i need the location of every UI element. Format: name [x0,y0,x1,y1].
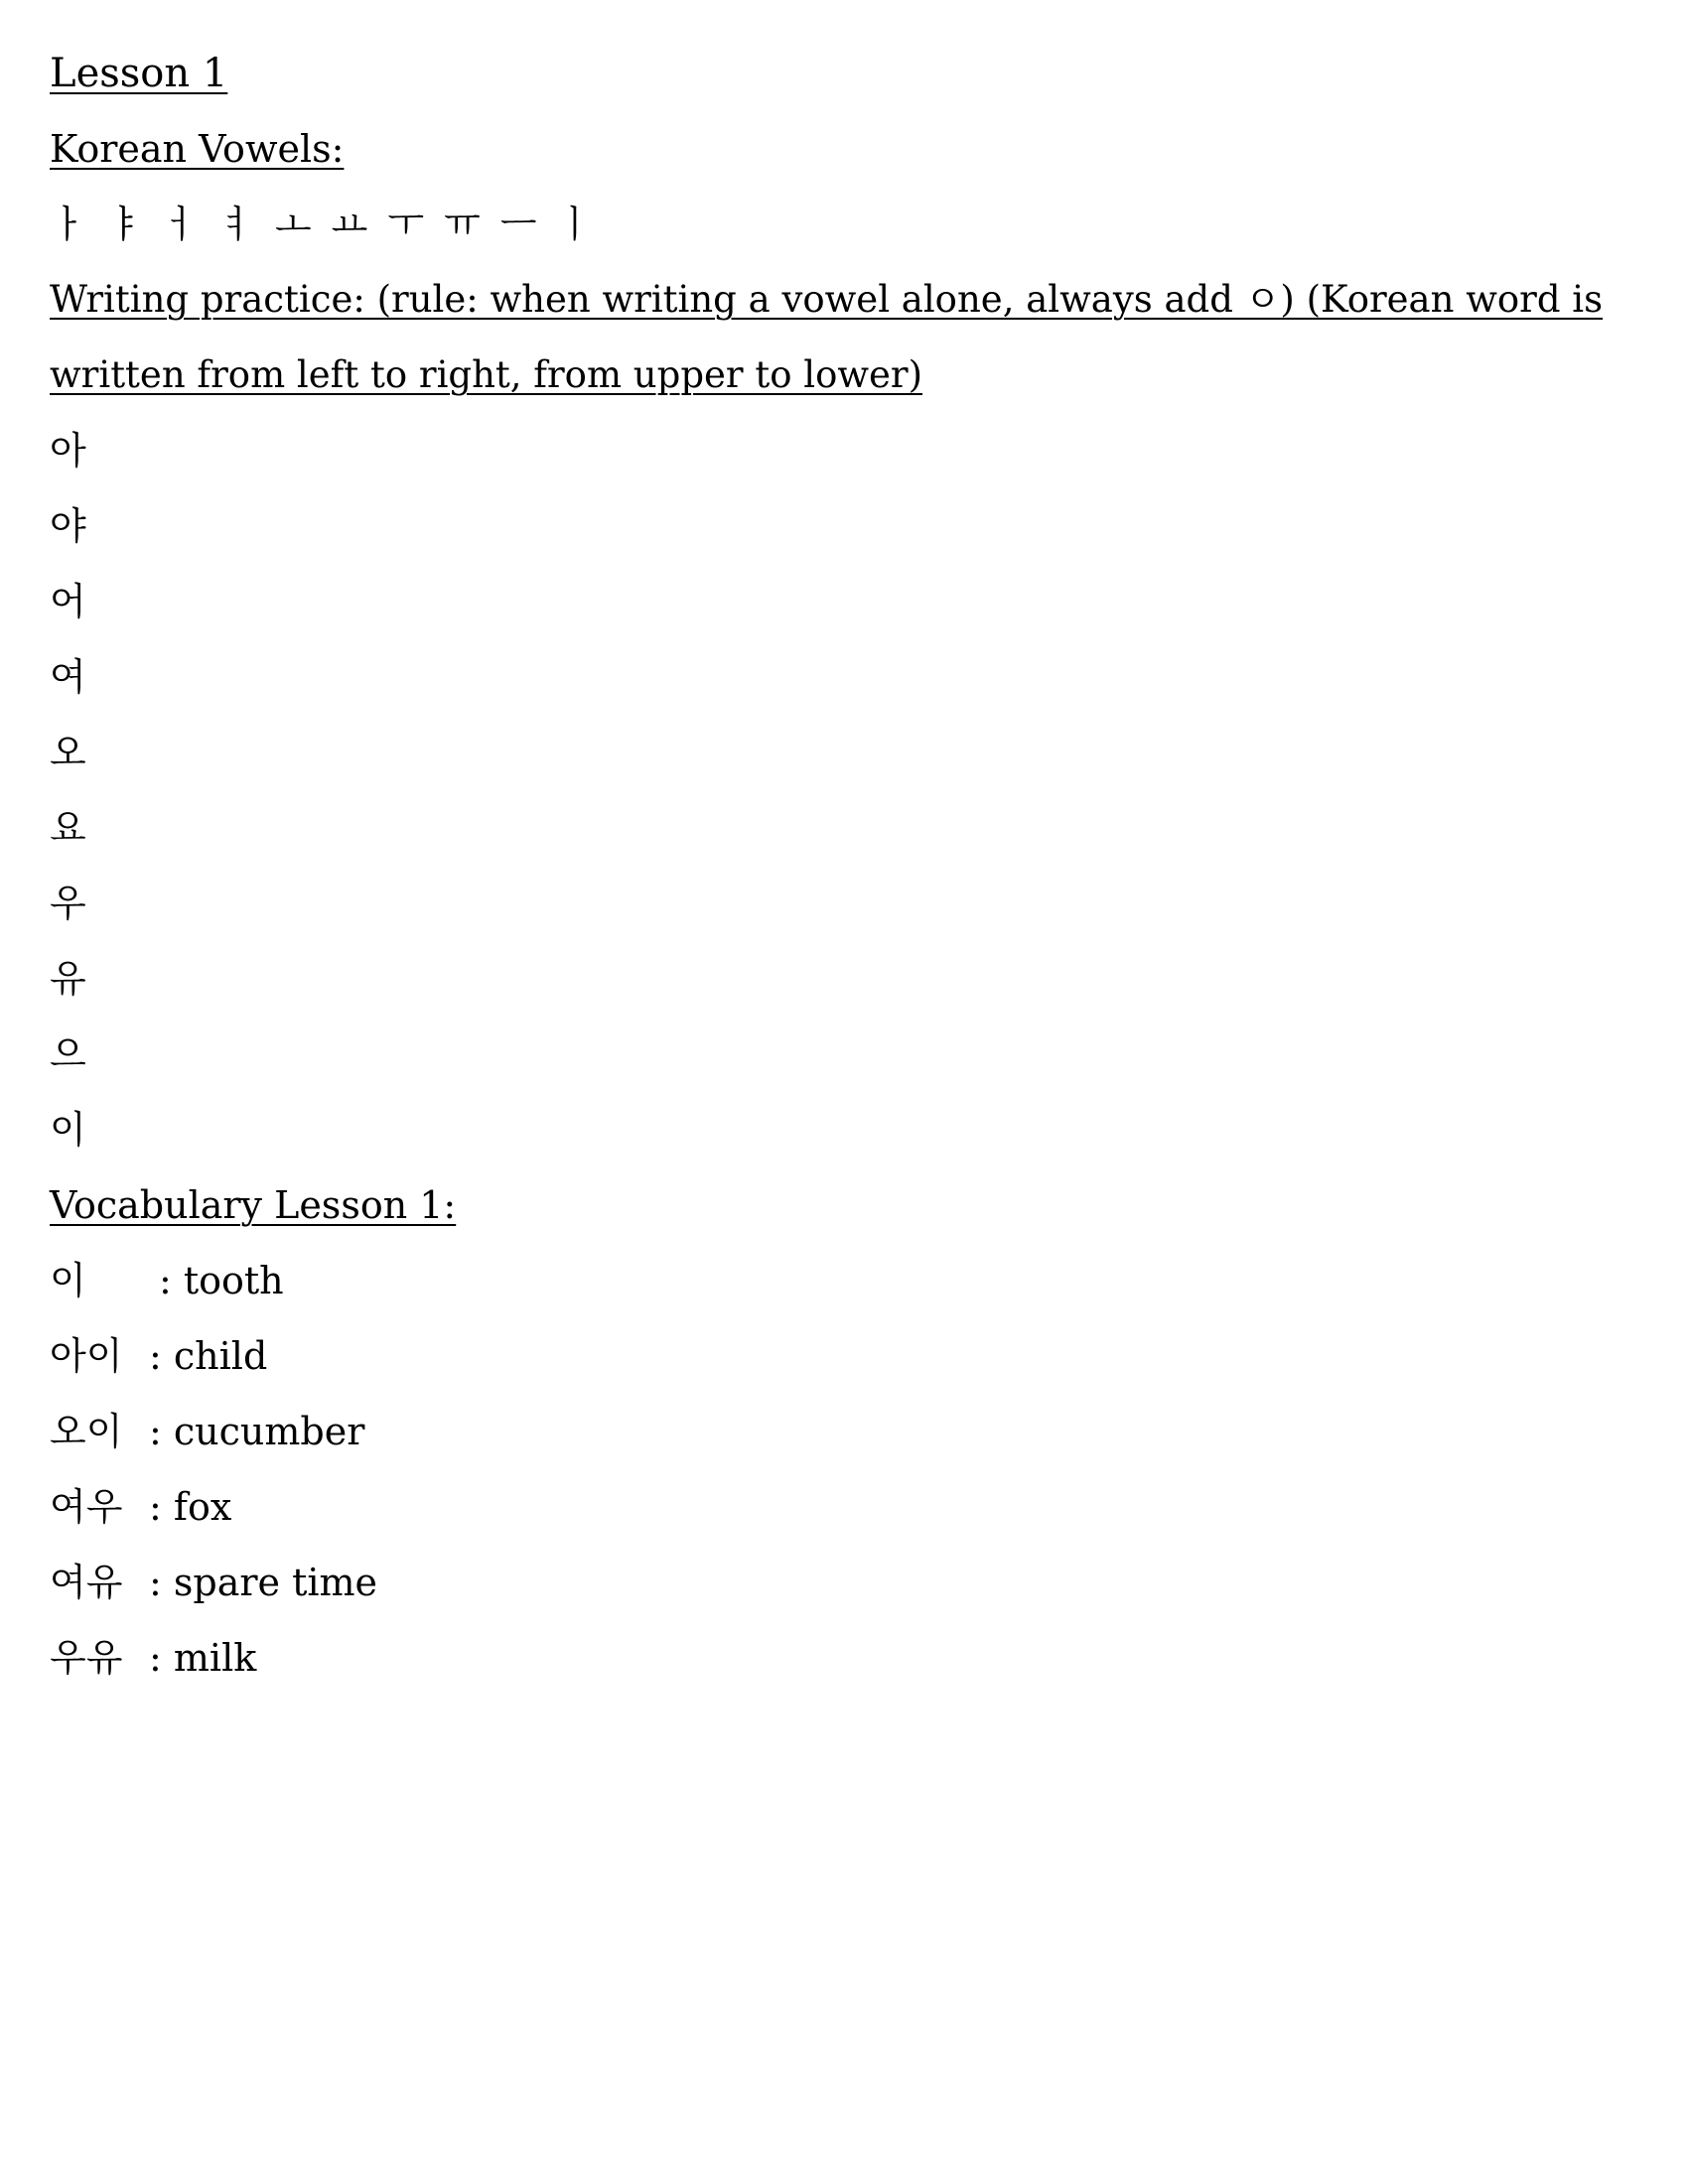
vocabulary-meaning: : spare time [149,1561,378,1604]
vowel-item: ㅜ [387,203,427,246]
vocabulary-word: 오이 [50,1410,123,1453]
vocabulary-entry [50,1636,256,1680]
vocabulary-entry [50,1485,231,1529]
vocabulary-meaning: : child [149,1334,268,1378]
vowel-item: ㅠ [444,203,483,246]
practice-item: 오 [50,731,86,774]
practice-heading-line1: Writing practice: (rule: when writing a vowel alone, always add ㅇ) (Korean word is [50,278,1604,321]
vowel-item: ㅓ [162,203,202,246]
practice-item: 여 [50,655,86,699]
practice-item: 어 [50,580,86,623]
vocabulary-entry [50,1410,364,1453]
vowel-item: ㅑ [105,203,145,246]
vocabulary-meaning: : milk [149,1636,257,1680]
vocabulary-meaning: : fox [149,1485,232,1529]
lesson-title: Lesson 1 [50,51,228,96]
vowel-item: ㅕ [218,203,257,246]
practice-item: 요 [50,806,86,850]
practice-item: 야 [50,504,86,548]
vocabulary-entry [50,1334,267,1378]
practice-item: 우 [50,882,86,925]
vocabulary-entry [50,1561,377,1604]
vowel-item: ㅗ [274,203,314,246]
practice-heading-line2: written from left to right, from upper to lower) [50,353,923,396]
vowel-item: ㅡ [499,203,539,246]
practice-item: 아 [50,429,86,473]
vowels-heading: Korean Vowels: [50,127,345,171]
vocabulary-word: 이 [50,1259,86,1302]
vowel-item: ㅣ [556,203,596,246]
practice-item: 유 [50,957,86,1001]
vocabulary-meaning: : cucumber [149,1410,365,1453]
practice-item: 이 [50,1108,86,1152]
vocabulary-word: 여유 [50,1561,123,1604]
vocabulary-entry [50,1259,284,1302]
vocabulary-meaning: : tooth [159,1259,284,1302]
practice-item: 으 [50,1032,86,1076]
vowel-item: ㅛ [331,203,370,246]
vowels-list [50,203,613,246]
vocabulary-heading: Vocabulary Lesson 1: [50,1183,457,1227]
vowel-item: ㅏ [50,203,88,246]
vocabulary-word: 우유 [50,1636,123,1680]
vocabulary-word: 아이 [50,1334,123,1378]
vocabulary-word: 여우 [50,1485,123,1529]
